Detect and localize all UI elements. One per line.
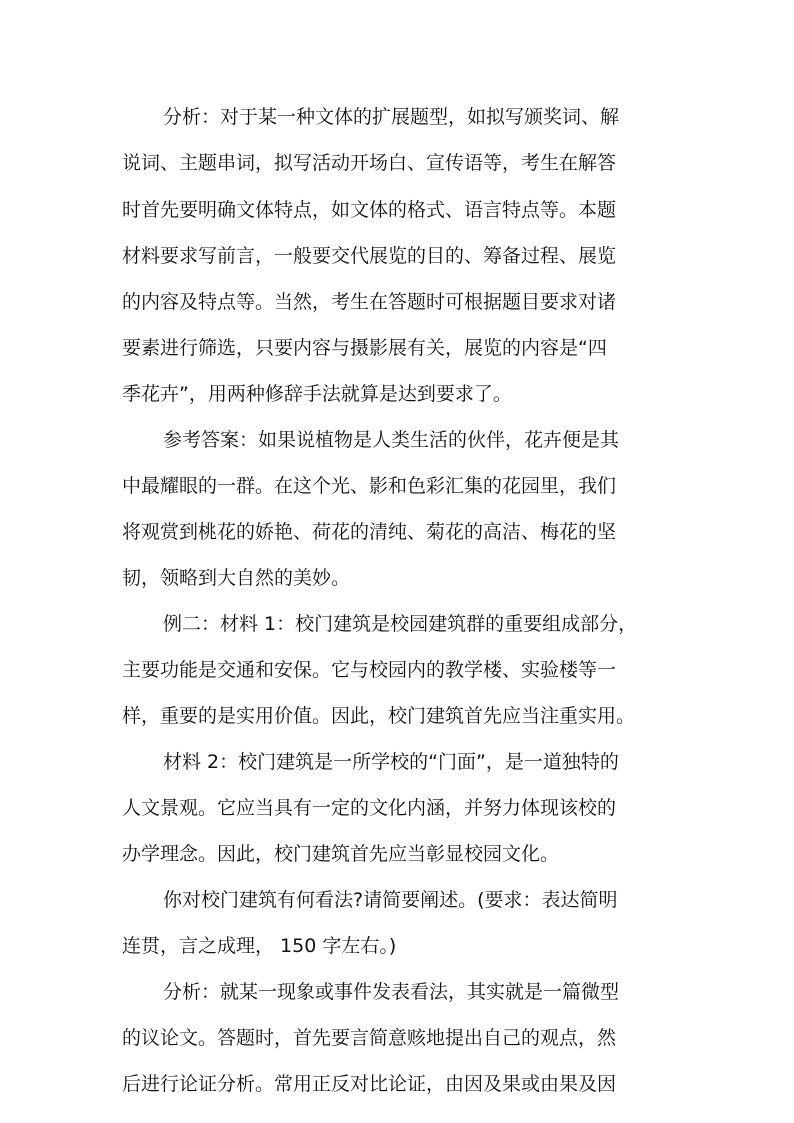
paragraph-1-line-5: 的内容及特点等。当然，考生在答题时可根据题目要求对诸 (122, 291, 617, 313)
paragraph-2-line-2: 中最耀眼的一群。在这个光、影和色彩汇集的花园里，我们 (122, 475, 617, 497)
paragraph-6-line-3: 后进行论证分析。常用正反对比论证，由因及果或由果及因 (122, 1073, 617, 1095)
paragraph-2-line-3: 将观赏到桃花的娇艳、荷花的清纯、菊花的高洁、梅花的坚 (122, 521, 617, 543)
paragraph-6-line-2: 的议论文。答题时，首先要言简意赅地提出自己的观点，然 (122, 1027, 617, 1049)
paragraph-3-line-2: 主要功能是交通和安保。它与校园内的教学楼、实验楼等一 (122, 659, 617, 681)
paragraph-2-line-4: 韧，领略到大自然的美妙。 (122, 567, 351, 589)
paragraph-1-line-4: 材料要求写前言，一般要交代展览的目的、筹备过程、展览 (122, 245, 617, 267)
paragraph-3-line-1: 例二：材料 1：校门建筑是校园建筑群的重要组成部分， (163, 613, 638, 635)
paragraph-5-line-2: 连贯，言之成理， 150 字左右。) (122, 935, 397, 957)
paragraph-1-line-2: 说词、主题串词，拟写活动开场白、宣传语等，考生在解答 (122, 152, 617, 174)
paragraph-3-line-3: 样，重要的是实用价值。因此，校门建筑首先应当注重实用。 (122, 705, 636, 727)
paragraph-1-line-6: 要素进行筛选，只要内容与摄影展有关，展览的内容是“四 (122, 337, 607, 359)
paragraph-4-line-2: 人文景观。它应当具有一定的文化内涵，并努力体现该校的 (122, 797, 617, 819)
paragraph-6-line-1: 分析：就某一现象或事件发表看法，其实就是一篇微型 (163, 981, 620, 1003)
paragraph-5-line-1: 你对校门建筑有何看法?请简要阐述。(要求：表达简明 (163, 889, 618, 911)
paragraph-4-line-1: 材料 2：校门建筑是一所学校的“门面”，是一道独特的 (163, 751, 619, 773)
paragraph-4-line-3: 办学理念。因此，校门建筑首先应当彰显校园文化。 (122, 843, 560, 865)
paragraph-1-line-1: 分析：对于某一种文体的扩展题型，如拟写颁奖词、解 (163, 106, 620, 128)
paragraph-1-line-7: 季花卉”，用两种修辞手法就算是达到要求了。 (122, 383, 512, 405)
paragraph-1-line-3: 时首先要明确文体特点，如文体的格式、语言特点等。本题 (122, 199, 617, 221)
paragraph-2-line-1: 参考答案：如果说植物是人类生活的伙伴，花卉便是其 (163, 429, 620, 451)
